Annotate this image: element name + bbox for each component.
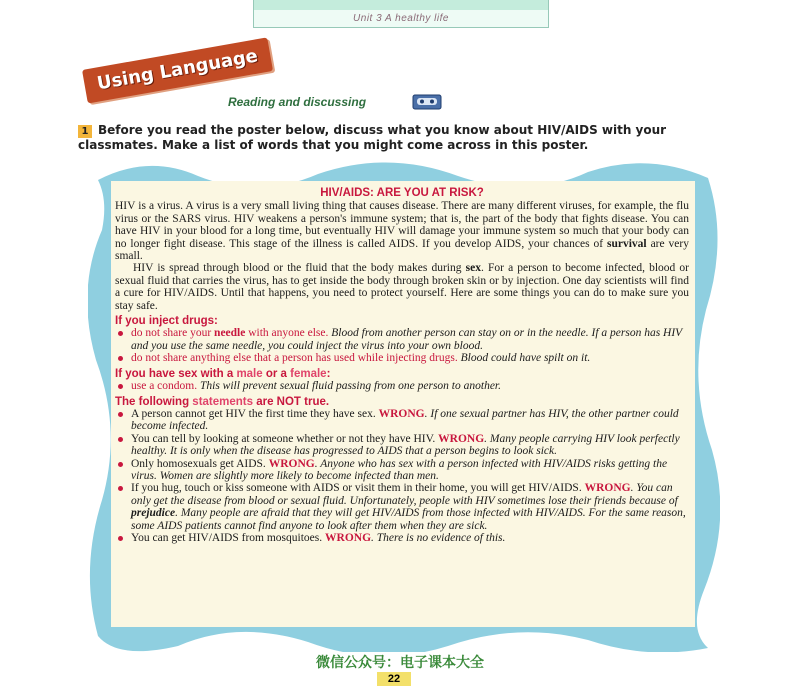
wrong-label: WRONG xyxy=(268,457,315,470)
bullet-icon xyxy=(118,331,123,336)
list-item: do not share your needle with anyone else. Blood from another person can stay on or in the needle. If a person has HIV and you use the same needle, you could inject the virus into your own blood. xyxy=(115,327,689,352)
bullet-icon xyxy=(118,384,123,389)
section-banner xyxy=(82,37,273,103)
bullet-icon xyxy=(118,356,123,361)
poster xyxy=(111,181,695,627)
poster-title: HIV/AIDS: ARE YOU AT RISK? xyxy=(320,187,484,199)
statements-heading: The following statements are NOT true. xyxy=(115,395,330,408)
word-sex: sex xyxy=(465,262,481,275)
sex-list xyxy=(115,380,689,392)
bullet-icon xyxy=(118,437,123,442)
paragraph-1: HIV is a virus. A virus is a very small living thing that causes disease. There are many different viruses, for example, the flu virus or the SARS virus. HIV weakens a person's immune system; that is, the part of the body that fights disease. You can have HIV in your blood for a long time, but eventually HIV will damage your immune system so much that your body can no longer fight disease. This stage of the illness is called AIDS. If you develop AIDS, your chances of survival are very small. xyxy=(115,200,689,263)
task-text: Before you read the poster below, discuss what you know about HIV/AIDS with your classmates. Make a list of words that you might come across in this poster. xyxy=(78,123,667,152)
list-item: do not share anything else that a person has used while injecting drugs. Blood could have spilt on it. xyxy=(115,352,689,364)
drugs-heading: If you inject drugs: xyxy=(115,315,218,328)
drugs-list xyxy=(115,327,689,364)
statements-list xyxy=(115,408,689,544)
subheading: Reading and discussing xyxy=(228,95,367,109)
wrong-label: WRONG xyxy=(378,407,425,420)
task-number: 1 xyxy=(78,125,92,138)
section-banner-label: Using Language xyxy=(95,45,260,95)
bullet-icon xyxy=(118,486,123,491)
unit-header xyxy=(253,0,549,28)
word-survival: survival xyxy=(607,237,647,250)
list-item: If you hug, touch or kiss someone with AIDS or visit them in their home, you will get HIV/AIDS. WRONG. You can only get the disease from blood or sexual fluid. Unfortunately, people with HIV sometimes lose their friends because of prejudice. Many people are afraid that they will get HIV/AIDS from those infected with HIV/AIDS. For the same reason, some AIDS patients cannot find anyone to look after them when they are sick. xyxy=(115,482,689,532)
list-item: use a condom. This will prevent sexual fluid passing from one person to another. xyxy=(115,380,689,392)
page-number: 22 xyxy=(377,672,411,686)
wrong-label: WRONG xyxy=(325,531,372,544)
unit-header-band xyxy=(254,0,548,10)
cassette-icon xyxy=(412,94,442,110)
list-item: Only homosexuals get AIDS. WRONG. Anyone who has sex with a person infected with HIV/AIDS risks getting the virus. Women are slightly more likely to become infected than men. xyxy=(115,458,689,483)
bullet-icon xyxy=(118,536,123,541)
sex-heading: If you have sex with a male or a female: xyxy=(115,367,331,380)
unit-title: Unit 3 A healthy life xyxy=(353,13,449,24)
word-prejudice: prejudice xyxy=(131,507,176,520)
list-item: You can tell by looking at someone whether or not they have HIV. WRONG. Many people carrying HIV look perfectly healthy. It is only when the disease has progressed to AIDS that a person begins to look sick. xyxy=(115,433,689,458)
list-item: A person cannot get HIV the first time they have sex. WRONG. If one sexual partner has HIV, the other partner could become infected. xyxy=(115,408,689,433)
paragraph-2: HIV is spread through blood or the fluid that the body makes during sex. For a person to become infected, blood or sexual fluid that carries the virus, has to get inside the body through broken skin or by injection. One day scientists will find a cure for HIV/AIDS. Until that happens, you need to protect yourself. Here are some things you can do to make sure you stay safe. xyxy=(115,262,690,312)
list-item: You can get HIV/AIDS from mosquitoes. WRONG. There is no evidence of this. xyxy=(115,532,689,544)
task-instruction xyxy=(78,123,728,153)
wrong-label: WRONG xyxy=(584,482,631,495)
word-needle: needle xyxy=(214,327,246,340)
bullet-icon xyxy=(118,412,123,417)
wrong-label: WRONG xyxy=(438,432,485,445)
watermark: 微信公众号：电子课本大全 xyxy=(316,655,484,671)
bullet-icon xyxy=(118,462,123,467)
